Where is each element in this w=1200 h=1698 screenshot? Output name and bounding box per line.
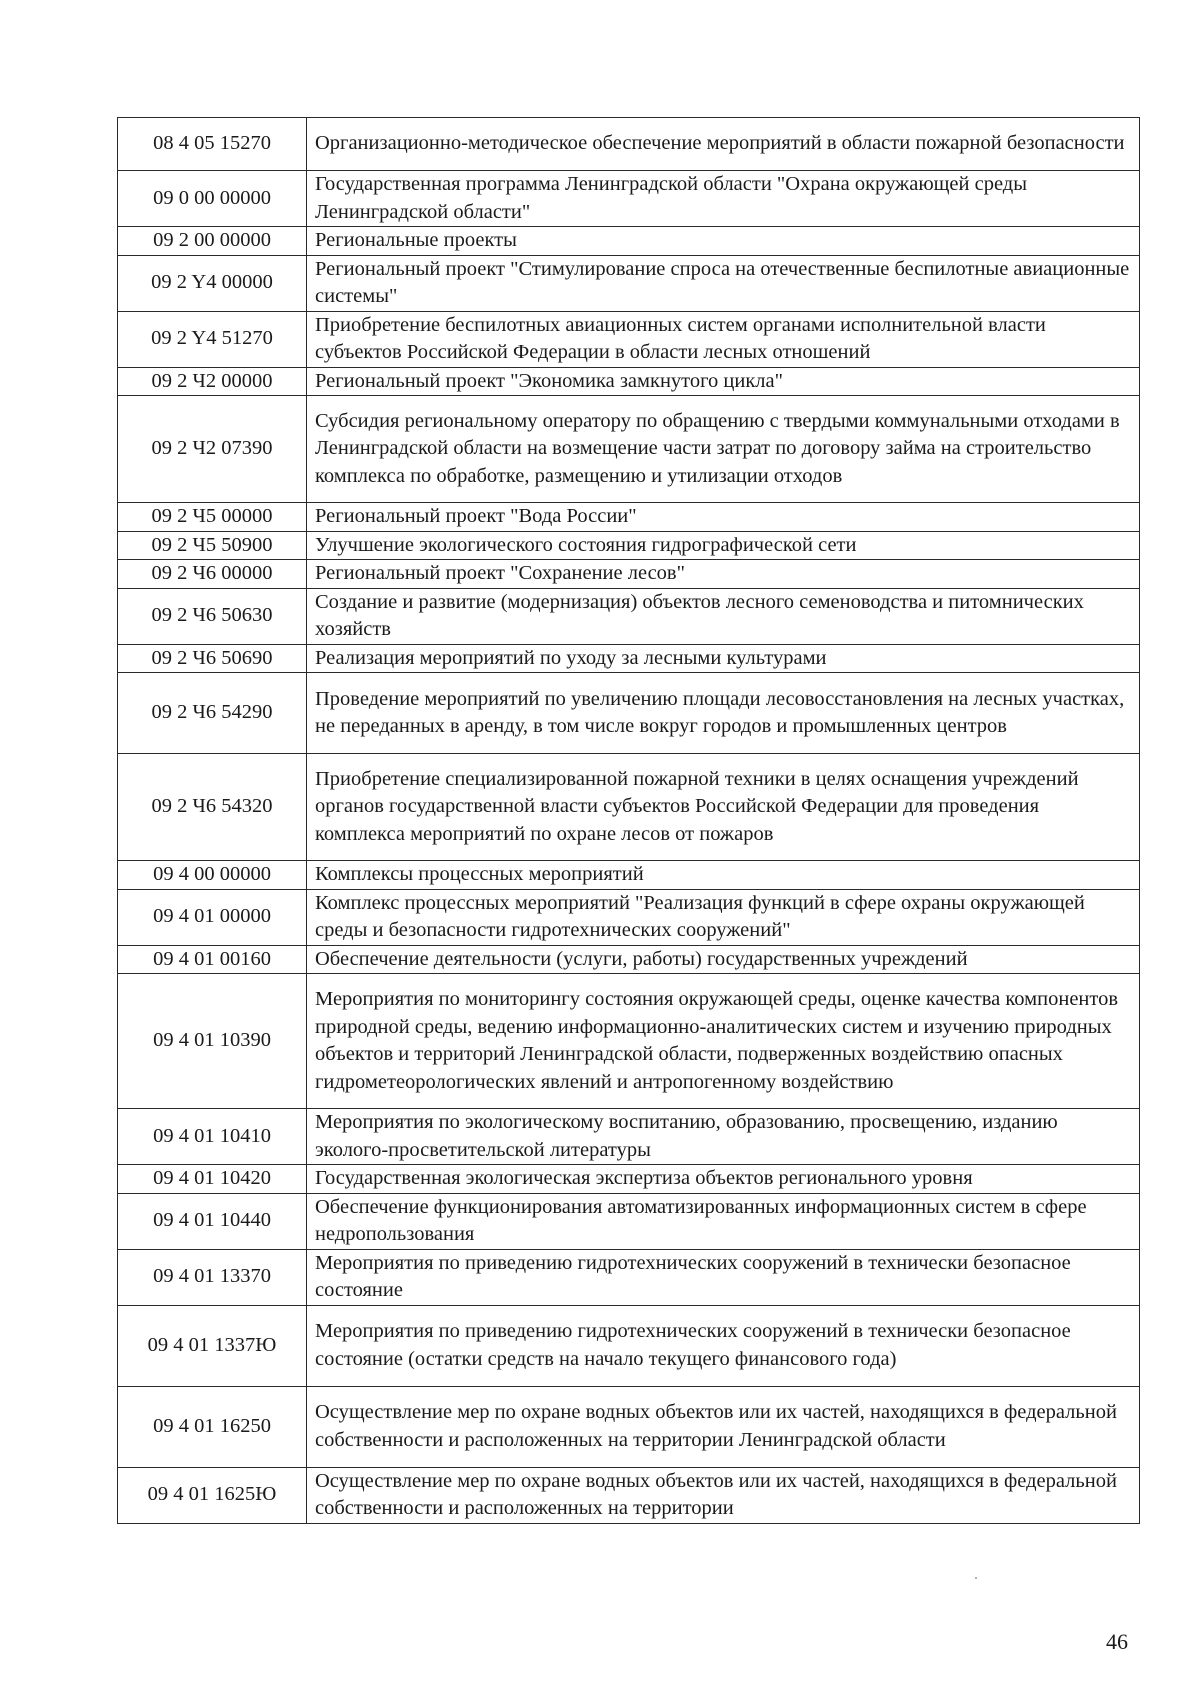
table-row — [118, 1165, 1140, 1194]
code-cell: 09 2 Ч2 00000 — [118, 367, 307, 396]
table-row — [118, 1467, 1140, 1523]
name-cell: Приобретение специализированной пожарной техники в целях оснащения учреждений органов государственной власти субъектов Российской Федерации для проведения комплекса мероприятий по охране лесов от пожаров — [307, 754, 1140, 861]
name-cell: Субсидия региональному оператору по обращению с твердыми коммунальными отходами в Ленинградской области на возмещение части затрат по договору займа на строительство комплекса по обработке, размещению и утилизации отходов — [307, 396, 1140, 503]
code-cell: 09 2 Ч6 50690 — [118, 644, 307, 673]
name-cell: Региональный проект "Сохранение лесов" — [307, 560, 1140, 589]
table-row — [118, 889, 1140, 945]
name-cell: Мероприятия по приведению гидротехнических сооружений в технически безопасное состояние (остатки средств на начало текущего финансового года) — [307, 1305, 1140, 1386]
code-cell: 09 2 Ч6 54290 — [118, 673, 307, 754]
code-cell: 09 4 00 00000 — [118, 861, 307, 890]
table-row — [118, 1109, 1140, 1165]
code-cell: 09 4 01 10420 — [118, 1165, 307, 1194]
code-cell: 09 4 01 13370 — [118, 1249, 307, 1305]
code-cell: 09 2 Ч2 07390 — [118, 396, 307, 503]
code-cell: 09 2 Ч5 00000 — [118, 503, 307, 532]
name-cell: Осуществление мер по охране водных объектов или их частей, находящихся в федеральной собственности и расположенных на территории Ленинградской области — [307, 1386, 1140, 1467]
name-cell: Приобретение беспилотных авиационных систем органами исполнительной власти субъектов Российской Федерации в области лесных отношений — [307, 311, 1140, 367]
table-row — [118, 396, 1140, 503]
table-row — [118, 673, 1140, 754]
code-cell: 09 0 00 00000 — [118, 171, 307, 227]
budget-classification-table — [117, 117, 1140, 1524]
name-cell: Государственная программа Ленинградской области "Охрана окружающей среды Ленинградской области" — [307, 171, 1140, 227]
name-cell: Комплекс процессных мероприятий "Реализация функций в сфере охраны окружающей среды и безопасности гидротехнических сооружений" — [307, 889, 1140, 945]
name-cell: Обеспечение функционирования автоматизированных информационных систем в сфере недропользования — [307, 1193, 1140, 1249]
name-cell: Мероприятия по мониторингу состояния окружающей среды, оценке качества компонентов природной среды, ведению информационно-аналитических систем и изучению природных объектов и территорий Ленинградской области, подверженных воздействию опасных гидрометеорологических явлений и антропогенному воздействию — [307, 974, 1140, 1109]
name-cell: Комплексы процессных мероприятий — [307, 861, 1140, 890]
table-row — [118, 255, 1140, 311]
code-cell: 09 4 01 10390 — [118, 974, 307, 1109]
code-cell: 09 2 Ч6 00000 — [118, 560, 307, 589]
name-cell: Организационно-методическое обеспечение мероприятий в области пожарной безопасности — [307, 118, 1140, 171]
code-cell: 09 2 Ч6 50630 — [118, 588, 307, 644]
table-row — [118, 118, 1140, 171]
code-cell: 09 2 00 00000 — [118, 227, 307, 256]
table-row — [118, 531, 1140, 560]
table-row — [118, 1249, 1140, 1305]
page-number: 46 — [1106, 1629, 1128, 1654]
code-cell: 09 4 01 10440 — [118, 1193, 307, 1249]
code-cell: 09 4 01 00000 — [118, 889, 307, 945]
scan-speck — [975, 1577, 977, 1579]
table-row — [118, 503, 1140, 532]
name-cell: Осуществление мер по охране водных объектов или их частей, находящихся в федеральной собственности и расположенных на территории — [307, 1467, 1140, 1523]
name-cell: Проведение мероприятий по увеличению площади лесовосстановления на лесных участках, не переданных в аренду, в том числе вокруг городов и промышленных центров — [307, 673, 1140, 754]
table-row — [118, 560, 1140, 589]
code-cell: 09 2 Ч5 50900 — [118, 531, 307, 560]
name-cell: Мероприятия по экологическому воспитанию, образованию, просвещению, изданию эколого-просветительской литературы — [307, 1109, 1140, 1165]
name-cell: Мероприятия по приведению гидротехнических сооружений в технически безопасное состояние — [307, 1249, 1140, 1305]
table-row — [118, 974, 1140, 1109]
name-cell: Реализация мероприятий по уходу за лесными культурами — [307, 644, 1140, 673]
name-cell: Обеспечение деятельности (услуги, работы) государственных учреждений — [307, 945, 1140, 974]
name-cell: Создание и развитие (модернизация) объектов лесного семеноводства и питомнических хозяйств — [307, 588, 1140, 644]
name-cell: Региональный проект "Вода России" — [307, 503, 1140, 532]
table-row — [118, 367, 1140, 396]
table-row — [118, 861, 1140, 890]
table-row — [118, 171, 1140, 227]
table-body — [118, 118, 1140, 1524]
name-cell: Региональные проекты — [307, 227, 1140, 256]
name-cell: Региональный проект "Стимулирование спроса на отечественные беспилотные авиационные системы" — [307, 255, 1140, 311]
name-cell: Улучшение экологического состояния гидрографической сети — [307, 531, 1140, 560]
name-cell: Региональный проект "Экономика замкнутого цикла" — [307, 367, 1140, 396]
code-cell: 09 2 Y4 00000 — [118, 255, 307, 311]
table-row — [118, 1193, 1140, 1249]
code-cell: 09 2 Ч6 54320 — [118, 754, 307, 861]
table-row — [118, 227, 1140, 256]
code-cell: 09 4 01 1625Ю — [118, 1467, 307, 1523]
table-row — [118, 945, 1140, 974]
code-cell: 08 4 05 15270 — [118, 118, 307, 171]
code-cell: 09 4 01 16250 — [118, 1386, 307, 1467]
name-cell: Государственная экологическая экспертиза объектов регионального уровня — [307, 1165, 1140, 1194]
table-row — [118, 1305, 1140, 1386]
table-row — [118, 644, 1140, 673]
code-cell: 09 2 Y4 51270 — [118, 311, 307, 367]
table-row — [118, 754, 1140, 861]
table-row — [118, 1386, 1140, 1467]
code-cell: 09 4 01 00160 — [118, 945, 307, 974]
code-cell: 09 4 01 10410 — [118, 1109, 307, 1165]
code-cell: 09 4 01 1337Ю — [118, 1305, 307, 1386]
table-row — [118, 311, 1140, 367]
table-row — [118, 588, 1140, 644]
